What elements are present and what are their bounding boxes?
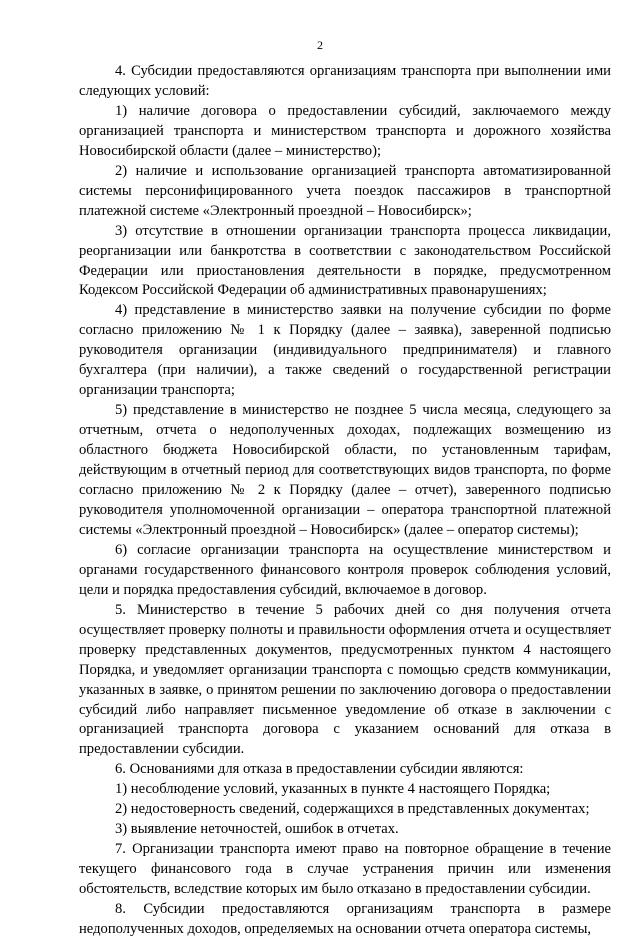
paragraph-item-4: 4. Субсидии предоставляются организациям транспорта при выполнении ими следующих условий: bbox=[79, 63, 611, 99]
paragraph-refusal-1: 1) несоблюдение условий, указанных в пункте 4 настоящего Порядка; bbox=[115, 781, 551, 798]
page-number: 2 bbox=[317, 38, 323, 52]
paragraph-item-5: 5. Министерство в течение 5 рабочих дней со дня получения отчета осуществляет проверку полноты и правильности оформления отчета и осуществляет проверку представленных документов, предусмотренных пунктом 4 настоящего Порядка, и уведомляет организации транспорта с помощью средств коммуникации, указанных в заявке, о принятом решении по заключению договора о предоставлении субсидий либо направляет письменное уведомление об отказе в заключении с организацией транспорта договора с указанием оснований для отказа в предоставлении субсидии. bbox=[79, 601, 611, 758]
paragraph-condition-2: 2) наличие и использование организацией транспорта автоматизированной системы персонифицированного учета поездок пассажиров в транспортной платежной системе «Электронный проездной – Новосибирск»; bbox=[79, 162, 611, 219]
paragraph-item-7: 7. Организации транспорта имеют право на повторное обращение в течение текущего финансового года в случае устранения причин или изменения обстоятельств, вследствие которых им было отказано в предоставлении субсидии. bbox=[79, 841, 611, 898]
paragraph-condition-5: 5) представление в министерство не позднее 5 числа месяца, следующего за отчетным, отчета о недополученных доходах, подлежащих возмещению из областного бюджета Новосибирской области, по установленным тарифам, действующим в отчетный период для соответствующих видов транспорта, по форме согласно приложению № 2 к Порядку (далее – отчет), заверенного подписью руководителя уполномоченной организации – оператора транспортной платежной системы «Электронный проездной – Новосибирск» (далее – оператор системы); bbox=[79, 402, 611, 538]
paragraph-condition-4: 4) представление в министерство заявки на получение субсидии по форме согласно приложению № 1 к Порядку (далее – заявка), заверенной подписью руководителя организации (индивидуального предпринимателя) и главного бухгалтера (при наличии), а также сведений о государственной регистрации организации транспорта; bbox=[79, 302, 611, 399]
paragraph-refusal-2: 2) недостоверность сведений, содержащихся в представленных документах; bbox=[115, 801, 590, 818]
document-body bbox=[79, 62, 611, 940]
paragraph-condition-1: 1) наличие договора о предоставлении субсидий, заключаемого между организацией транспорта и министерством транспорта и дорожного хозяйства Новосибирской области (далее – министерство); bbox=[79, 102, 611, 159]
paragraph-refusal-3: 3) выявление неточностей, ошибок в отчетах. bbox=[115, 821, 399, 838]
paragraph-condition-3: 3) отсутствие в отношении организации транспорта процесса ликвидации, реорганизации или банкротства в соответствии с законодательством Российской Федерации или приостановления деятельности в порядке, предусмотренном Кодексом Российской Федерации об административных правонарушениях; bbox=[79, 222, 611, 299]
paragraph-item-8: 8. Субсидии предоставляются организациям транспорта в размере недополученных доходов, определяемых на основании отчета оператора системы, bbox=[79, 901, 611, 937]
paragraph-condition-6: 6) согласие организации транспорта на осуществление министерством и органами государственного финансового контроля проверок соблюдения условий, цели и порядка предоставления субсидий, включаемое в договор. bbox=[79, 541, 611, 598]
paragraph-item-6: 6. Основаниями для отказа в предоставлении субсидии являются: bbox=[115, 761, 524, 778]
